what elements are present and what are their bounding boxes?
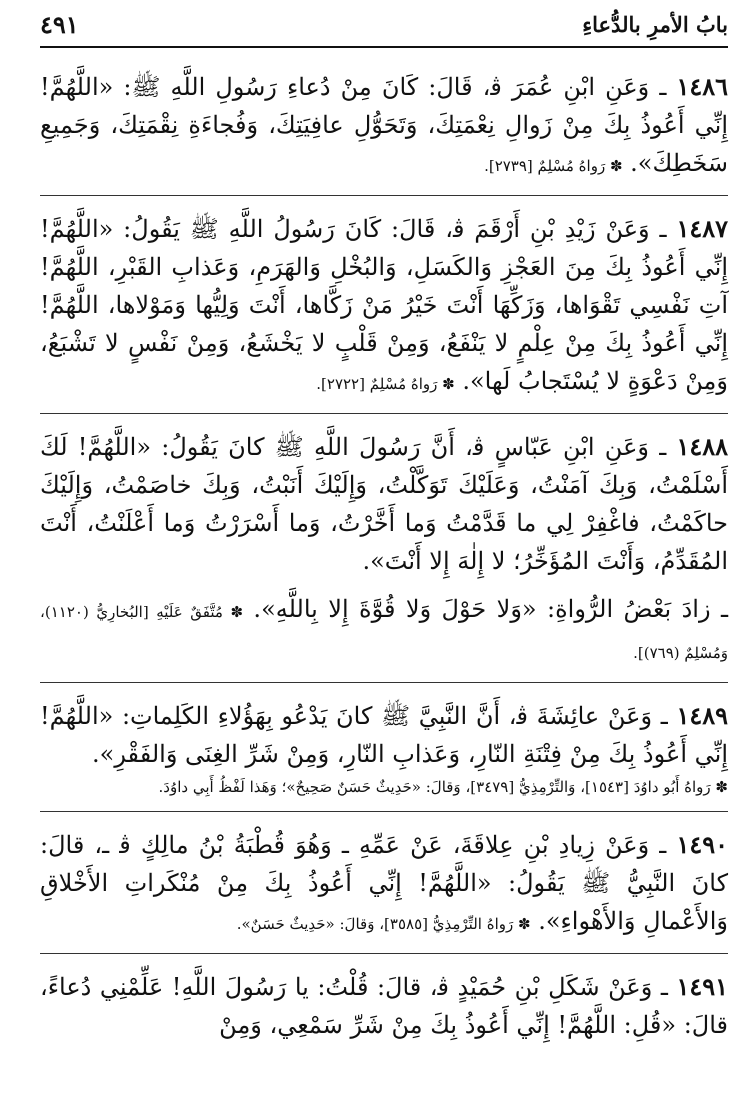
hadith-source: ✽ رَواهُ مُسْلِمٌ [٢٧٣٩].: [484, 157, 623, 175]
narrator-addition: [40, 590, 728, 672]
page-body: [40, 68, 728, 1044]
addition-source: ✽ مُتَّفَقٌ عَلَيْهِ [البُخارِيُّ (١١٢٠)، وَمُسْلِمٌ (٧٦٩)].: [40, 603, 728, 662]
separator-rule: [40, 811, 728, 812]
hadith-number: ١٤٨٩: [676, 701, 728, 730]
hadith-1486: [40, 68, 728, 185]
hadith-1490: [40, 826, 728, 943]
hadith-paragraph: [40, 826, 728, 943]
hadith-1489: [40, 697, 728, 801]
hadith-source: ✽ رَواهُ أَبُو داوُدَ [١٥٤٣]، وَالتِّرْمِذِيُّ [٣٤٧٩]، وَقالَ: «حَدِيثٌ حَسَنٌ صَحِيحٌ»؛ وَهَذا لَفْظُ أَبِي داوُدَ.: [158, 778, 728, 796]
hadith-number: ١٤٩٠: [676, 830, 728, 859]
hadith-text: ـ وَعَنْ عائِشَةَ ﭬ، أَنَّ النَّبِيَّ ﷺ كانَ يَدْعُو بِهَؤُلاءِ الكَلِماتِ: «اللَّهُمَّ! إِنِّي أَعُوذُ بِكَ مِنْ فِتْنَةِ النّارِ، وَعَذابِ النّارِ، وَمِنْ شَرِّ الغِنَى وَالفَقْرِ».: [40, 702, 728, 768]
hadith-paragraph: [40, 210, 728, 403]
hadith-text: ـ وَعَنْ زِيادِ بْنِ عِلاقَةَ، عَنْ عَمِّهِ ـ وَهُوَ قُطْبَةُ بْنُ مالِكٍ ﭬ ـ، قالَ: كانَ النَّبِيُّ ﷺ يَقُولُ: «اللَّهُمَّ! إِنِّي أَعُوذُ بِكَ مِنْ مُنْكَراتِ الأَخْلاقِ وَالأَعْمالِ وَالأَهْواءِ».: [40, 831, 728, 935]
hadith-source: ✽ رَواهُ التِّرْمِذِيُّ [٣٥٨٥]، وَقالَ: «حَدِيثٌ حَسَنٌ».: [236, 915, 531, 933]
addition-text: ـ زادَ بَعْضُ الرُّواةِ: «وَلا حَوْلَ وَلا قُوَّةَ إِلا بِاللَّهِ».: [243, 595, 728, 623]
hadith-source: ✽ رَواهُ مُسْلِمٌ [٢٧٢٢].: [316, 375, 455, 393]
page-number: ٤٩١: [40, 10, 79, 39]
hadith-text: ـ وَعَنْ شَكَلِ بْنِ حُمَيْدٍ ﭬ، قالَ: قُلْتُ: يا رَسُولَ اللَّهِ! عَلِّمْنِي دُعاءً، قالَ: «قُلِ: اللَّهُمَّ! إِنِّي أَعُوذُ بِكَ مِنْ شَرِّ سَمْعِي، وَمِنْ: [40, 973, 728, 1039]
hadith-1491: [40, 968, 728, 1044]
chapter-title: بابُ الأمرِ بالدُّعاءِ: [582, 12, 728, 37]
hadith-number: ١٤٨٦: [676, 72, 728, 101]
hadith-text: ـ وَعَنْ زَيْدِ بْنِ أَرْقَمَ ﭬ، قَالَ: كَانَ رَسُولُ اللَّهِ ﷺ يَقُولُ: «اللَّهُمَّ! إِنِّي أَعُوذُ بِكَ مِنَ العَجْزِ وَالكَسَلِ، وَالبُخْلِ وَالهَرَمِ، وَعَذابِ القَبْرِ، اللَّهُمَّ! آتِ نَفْسِي تَقْوَاها، وَزَكِّهَا أَنْتَ خَيْرُ مَنْ زَكَّاها، أَنْتَ وَلِيُّها وَمَوْلاها، اللَّهُمَّ! إِنِّي أَعُوذُ بِكَ مِنْ عِلْمٍ لا يَنْفَعُ، وَمِنْ قَلْبٍ لا يَخْشَعُ، وَمِنْ نَفْسٍ لا تَشْبَعُ، وَمِنْ دَعْوَةٍ لا يُسْتَجابُ لَها».: [40, 215, 728, 395]
hadith-text: ـ وَعَنِ ابْنِ عُمَرَ ﭬ، قَالَ: كَانَ مِنْ دُعاءِ رَسُولِ اللَّهِ ﷺ: «اللَّهُمَّ! إِنِّي أَعُوذُ بِكَ مِنْ زَوالِ نِعْمَتِكَ، وَتَحَوُّلِ عافِيَتِكَ، وَفُجاءَةِ نِقْمَتِكَ، وَجَمِيعِ سَخَطِكَ».: [40, 73, 728, 177]
separator-rule: [40, 682, 728, 683]
hadith-number: ١٤٩١: [676, 972, 728, 1001]
hadith-number: ١٤٨٧: [676, 214, 728, 243]
hadith-paragraph: [40, 697, 728, 773]
header-rule: [40, 46, 728, 48]
hadith-text: ـ وَعَنِ ابْنِ عَبّاسٍ ﭬ، أَنَّ رَسُولَ اللَّهِ ﷺ كانَ يَقُولُ: «اللَّهُمَّ! لَكَ أَسْلَمْتُ، وَبِكَ آمَنْتُ، وَعَلَيْكَ تَوَكَّلْتُ، وَإِلَيْكَ أَنَبْتُ، وَبِكَ خاصَمْتُ، وَإِلَيْكَ حاكَمْتُ، فاغْفِرْ لِي ما قَدَّمْتُ وَما أَخَّرْتُ، وَما أَسْرَرْتُ وَما أَعْلَنْتُ، أَنْتَ المُقَدِّمُ، وَأَنْتَ المُؤَخِّرُ؛ لا إِلٰهَ إِلا أَنْتَ».: [40, 433, 728, 575]
hadith-1487: [40, 210, 728, 403]
hadith-number: ١٤٨٨: [676, 432, 728, 461]
hadith-paragraph: [40, 968, 728, 1044]
separator-rule: [40, 195, 728, 196]
hadith-1488: [40, 428, 728, 672]
hadith-paragraph: [40, 68, 728, 185]
separator-rule: [40, 953, 728, 954]
separator-rule: [40, 413, 728, 414]
hadith-paragraph: [40, 428, 728, 580]
page-header: [40, 6, 728, 42]
